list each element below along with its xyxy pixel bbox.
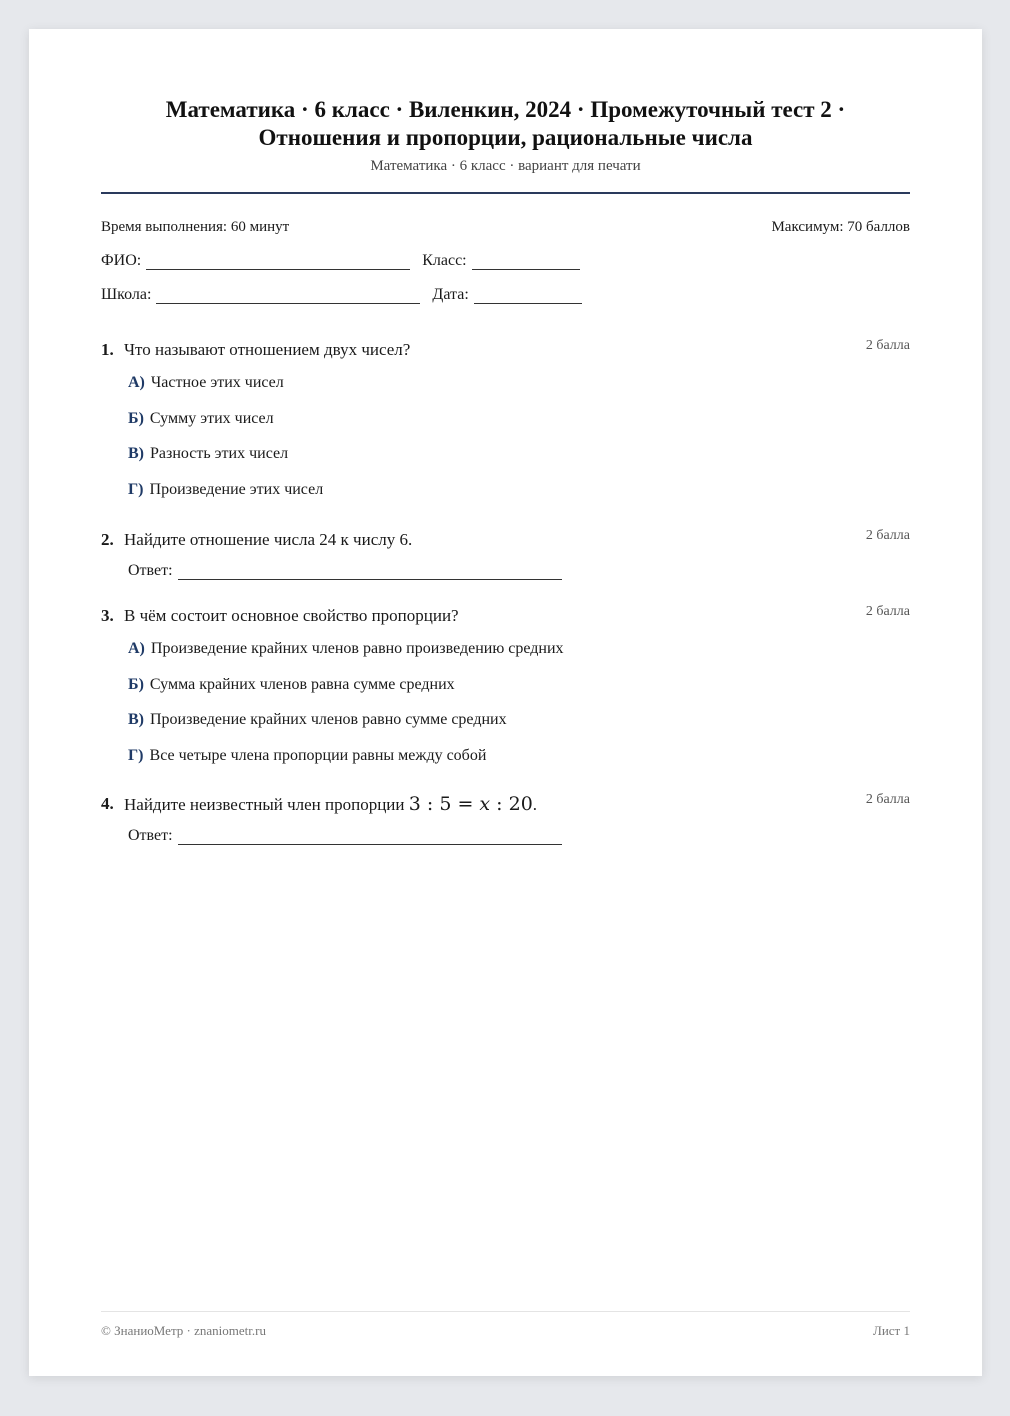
answer-label: Ответ:: [128, 827, 173, 844]
question-text: Найдите неизвестный член пропорции: [124, 795, 405, 814]
student-fields-row-2: [101, 284, 910, 304]
option-letter: А): [128, 640, 145, 657]
question-points: 2 балла: [865, 338, 910, 353]
option-d[interactable]: [128, 743, 910, 779]
option-letter: В): [128, 711, 144, 728]
option-a[interactable]: [128, 636, 910, 672]
school-field[interactable]: [156, 289, 420, 304]
page-number: Лист 1: [873, 1323, 910, 1338]
question-number: 4.: [101, 794, 114, 813]
page-footer: [101, 1311, 910, 1339]
test-meta: [101, 219, 910, 236]
option-text: Сумму этих чисел: [149, 409, 274, 427]
class-field[interactable]: [472, 255, 580, 270]
title-line-2: Отношения и пропорции, рациональные числа: [258, 125, 753, 150]
footer-copyright: © ЗнаниоМетр · znaniometr.ru: [101, 1323, 266, 1338]
fio-label: ФИО:: [101, 252, 142, 269]
student-fields-row-1: [101, 250, 910, 270]
time-limit: Время выполнения: 60 минут: [101, 219, 290, 235]
option-b[interactable]: [128, 406, 910, 442]
option-letter: А): [128, 374, 145, 391]
question-text: Найдите отношение числа 24 к числу 6.: [124, 530, 413, 549]
question-4: 4. Найдите неизвестный член пропорции 3 : 5 = x : 20. 2 балла Ответ:: [101, 792, 910, 844]
option-letter: В): [128, 445, 144, 462]
answer-field[interactable]: [178, 830, 562, 845]
question-text: В чём состоит основное свойство пропорции?: [124, 606, 459, 625]
header-divider: [101, 192, 910, 194]
option-letter: Б): [128, 675, 144, 693]
school-label: Школа:: [101, 286, 152, 303]
option-letter: Г): [128, 480, 144, 498]
question-1: [101, 338, 910, 512]
date-label: Дата:: [432, 286, 469, 303]
title-line-1: Математика · 6 класс · Виленкин, 2024 · Промежуточный тест 2 ·: [165, 97, 846, 122]
answer-row: [128, 827, 910, 845]
answer-row: [128, 562, 910, 580]
question-points: 2 балла: [865, 604, 910, 619]
option-text: Все четыре члена пропорции равны между собой: [149, 746, 487, 764]
date-field[interactable]: [474, 289, 582, 304]
option-letter: Б): [128, 409, 144, 427]
page-subtitle: Математика · 6 класс · вариант для печати: [370, 158, 641, 174]
proportion-formula: 3 : 5 = x : 20: [408, 793, 533, 815]
option-text: Сумма крайних членов равна сумме средних: [149, 675, 455, 693]
question-number: 3.: [101, 606, 114, 625]
worksheet-page: [29, 29, 982, 1376]
question-text: Что называют отношением двух чисел?: [124, 340, 411, 359]
option-text: Разность этих чисел: [150, 445, 289, 462]
page-title: [101, 96, 910, 152]
question-number: 2.: [101, 530, 114, 549]
answer-options: [128, 636, 910, 778]
class-label: Класс:: [422, 252, 467, 269]
option-text: Частное этих чисел: [150, 374, 284, 391]
answer-label: Ответ:: [128, 562, 173, 579]
question-2: [101, 528, 910, 580]
answer-field[interactable]: [178, 565, 562, 580]
question-number: 1.: [101, 340, 114, 359]
option-c[interactable]: [128, 707, 910, 743]
question-points: 2 балла: [865, 528, 910, 543]
question-points: 2 балла: [865, 792, 910, 807]
option-text: Произведение крайних членов равно сумме средних: [150, 711, 507, 728]
option-text: Произведение крайних членов равно произведению средних: [150, 640, 564, 657]
option-letter: Г): [128, 746, 144, 764]
option-a[interactable]: [128, 370, 910, 406]
option-c[interactable]: [128, 441, 910, 477]
fio-field[interactable]: [146, 255, 410, 270]
max-score: Максимум: 70 баллов: [771, 219, 910, 235]
answer-options: [128, 370, 910, 512]
option-text: Произведение этих чисел: [149, 480, 324, 498]
question-3: [101, 604, 910, 778]
option-b[interactable]: [128, 672, 910, 708]
option-d[interactable]: [128, 477, 910, 513]
